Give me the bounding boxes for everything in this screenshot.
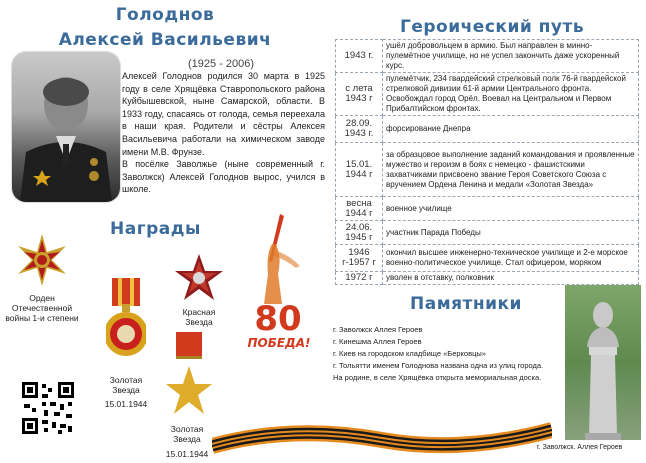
timeline-year: 24.06. 1945 г bbox=[336, 221, 383, 245]
hero-surname: Голоднов bbox=[115, 5, 215, 25]
timeline-year: 15.01. 1944 г bbox=[336, 143, 383, 197]
qr-code-icon[interactable] bbox=[20, 380, 76, 441]
timeline-event: пулемётчик, 234 гвардейский стрелковый полк 76-й гвардейской стрелковой дивизии 61-й армии Центрального фронта. Освобождал город Орёл. Воевал на Центральном и Первом Прибалтийском фронтах. bbox=[383, 73, 639, 116]
table-row bbox=[336, 143, 639, 197]
gold-star-1-date: 15.01.1944 bbox=[104, 399, 148, 409]
red-star-icon bbox=[174, 253, 224, 308]
timeline-year: 1972 г bbox=[336, 272, 383, 285]
heroic-path-table bbox=[335, 39, 639, 285]
gold-star-2-label: Золотая Звезда bbox=[170, 424, 204, 444]
timeline-event: окончил высшее инженерно-техническое училище и 2-е морское военно-политическое училище. Стал офицером, моряком bbox=[383, 245, 639, 272]
list-item: г. Киев на городском кладбище «Берковцы» bbox=[333, 349, 486, 358]
victory-text: ПОБЕДА! bbox=[247, 336, 311, 350]
table-row bbox=[336, 116, 639, 143]
awards-title: Награды bbox=[110, 219, 201, 239]
timeline-year: 28.09. 1943 г. bbox=[336, 116, 383, 143]
timeline-event: военное училище bbox=[383, 197, 639, 221]
timeline-event: форсирование Днепра bbox=[383, 116, 639, 143]
victory-number: 80 bbox=[254, 299, 302, 339]
order-patriotic-war-icon bbox=[14, 232, 70, 293]
list-item: г. Кинешма Аллея Героев bbox=[333, 337, 422, 346]
timeline-event: участник Парада Победы bbox=[383, 221, 639, 245]
gold-star-icon bbox=[166, 332, 212, 429]
list-item: На родине, в селе Хрящёвка открыта мемориальная доска. bbox=[333, 373, 542, 382]
hero-portrait bbox=[12, 52, 120, 202]
life-years: (1925 - 2006) bbox=[188, 58, 255, 70]
table-row bbox=[336, 272, 639, 285]
timeline-event: за образцовое выполнение заданий командования и проявленные мужество и героизм в боях с немецко - фашистскими захватчиками присвоено звание Героя Советского Союза с вручением Ордена Ленина и медали «Золотая Звезда» bbox=[383, 143, 639, 197]
table-row bbox=[336, 221, 639, 245]
monument-photo-caption: г. Заволжск. Аллея Героев bbox=[537, 444, 623, 451]
order-patriotic-war-label: Орден Отечественной войны 1-и степени bbox=[5, 293, 79, 323]
table-row bbox=[336, 73, 639, 116]
motherland-monument-icon bbox=[242, 214, 302, 309]
gold-star-2-date: 15.01.1944 bbox=[165, 449, 209, 459]
red-star-label: Красная Звезда bbox=[182, 307, 216, 327]
biography bbox=[122, 70, 325, 196]
monument-photo bbox=[565, 285, 641, 440]
timeline-year: 1946 г-1957 г bbox=[336, 245, 383, 272]
timeline-year: с лета 1943 г bbox=[336, 73, 383, 116]
table-row bbox=[336, 40, 639, 73]
monuments-title: Памятники bbox=[410, 294, 522, 314]
order-of-lenin-icon bbox=[106, 278, 146, 367]
biography-paragraph: В посёлке Заволжье (ныне современный г. Заволжск) Алексей Голоднов вырос, учился в школе. bbox=[122, 159, 325, 195]
list-item: г. Тольятти именем Голоднова названа одна из улиц города. bbox=[333, 361, 544, 370]
table-row bbox=[336, 197, 639, 221]
biography-paragraph: Алексей Голоднов родился 30 марта в 1925 году в селе Хрящёвка Ставропольского района Куйбышевской, ныне Самарской, области. В 1933 году, спасаясь от голода, семья переехала в наши края. Родители и сёстры Алексея Васильевича работали на химическом заводе имени М.В. Фрунзе. bbox=[122, 71, 325, 157]
list-item: г. Заволжск Аллея Героев bbox=[333, 325, 423, 334]
st-george-ribbon-icon bbox=[212, 416, 552, 456]
monuments-list bbox=[333, 324, 563, 384]
timeline-year: весна 1944 г bbox=[336, 197, 383, 221]
timeline-year: 1943 г. bbox=[336, 40, 383, 73]
table-row bbox=[336, 245, 639, 272]
timeline-event: уволен в отставку, полковник bbox=[383, 272, 639, 285]
timeline-event: ушёл добровольцем в армию. Был направлен в минно-пулемётное училище, но не успел закончить даже ускоренный курс. bbox=[383, 40, 639, 73]
gold-star-1-label: Золотая Звезда bbox=[109, 375, 143, 395]
heroic-path-title: Героический путь bbox=[400, 17, 585, 37]
hero-name: Алексей Васильевич bbox=[58, 30, 272, 50]
